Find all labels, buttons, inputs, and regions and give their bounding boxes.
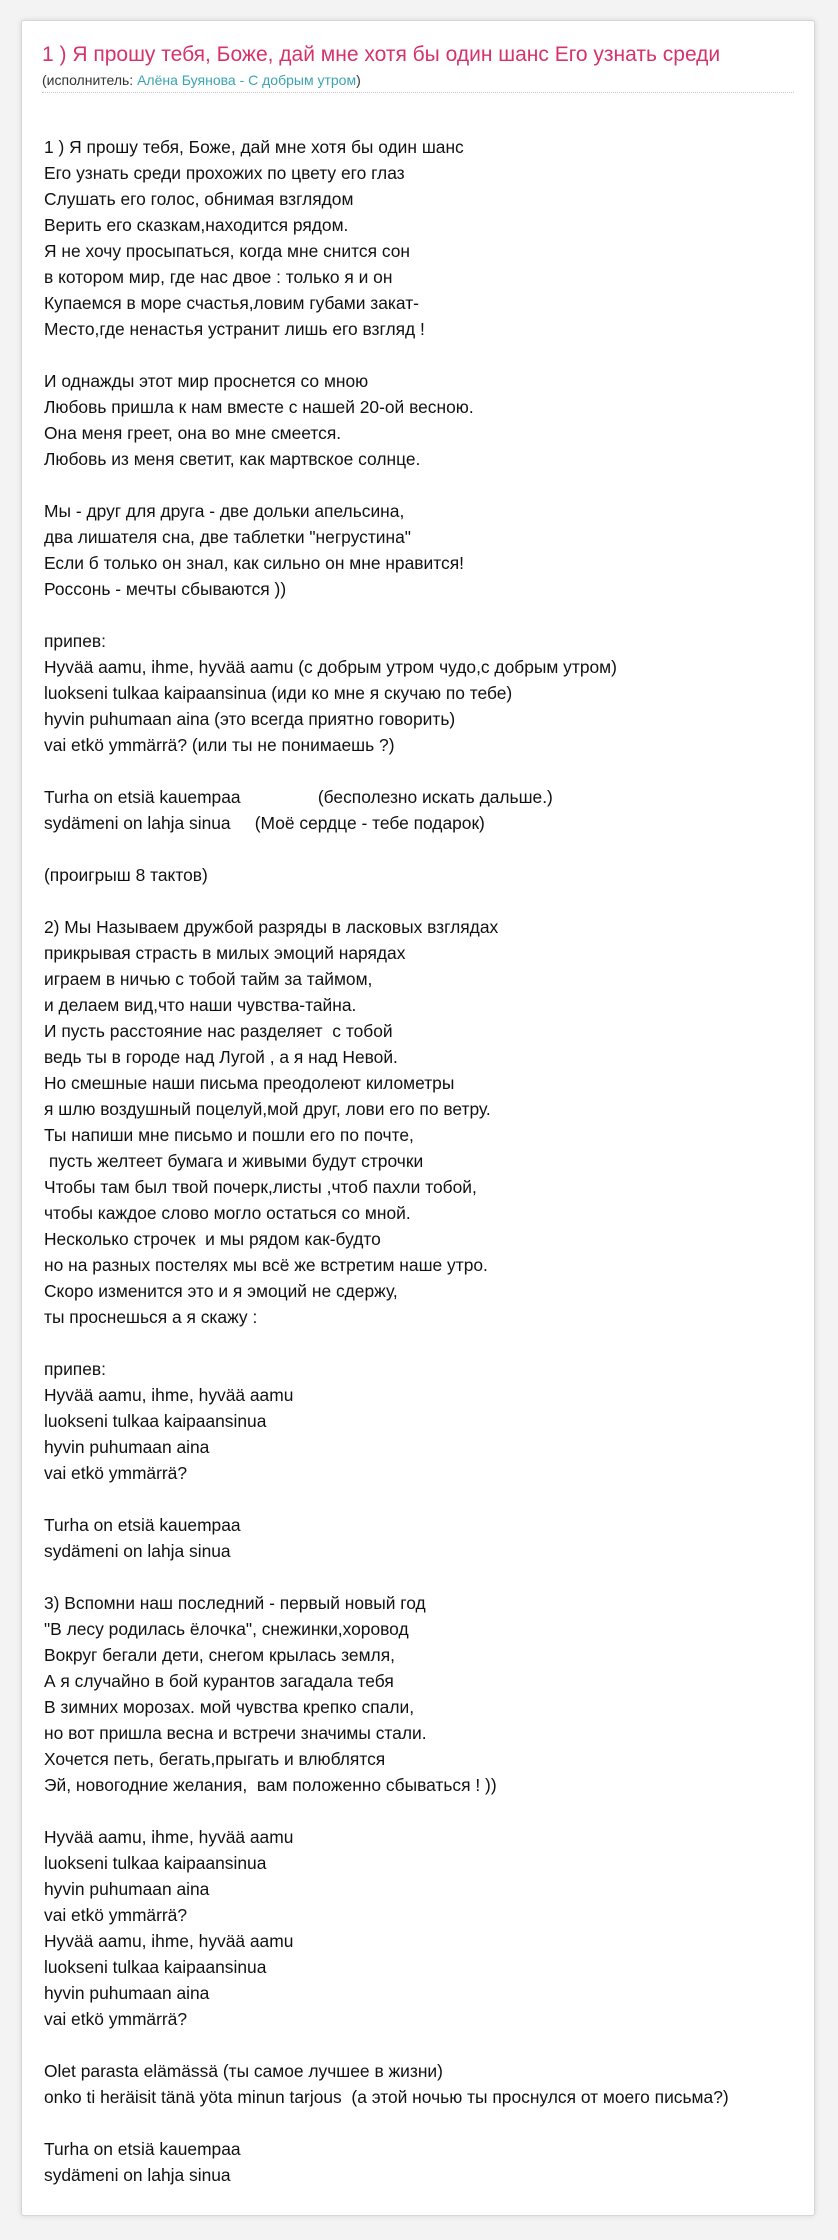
lyric-line: Hyvää aamu, ihme, hyvää aamu (с добрым утром чудо,с добрым утром) <box>44 657 617 677</box>
lyric-line: Hyvää aamu, ihme, hyvää aamu <box>44 1827 294 1847</box>
performer-label: исполнитель: <box>46 72 134 88</box>
lyric-line: В зимних морозах. мой чувства крепко спали, <box>44 1697 415 1717</box>
lyric-line: ведь ты в городе над Лугой , а я над Невой. <box>44 1047 398 1067</box>
lyric-line: (проигрыш 8 тактов) <box>44 865 208 885</box>
lyric-line: я шлю воздушный поцелуй,мой друг, лови его по ветру. <box>44 1099 491 1119</box>
lyric-line: onko ti heräisit tänä yöta minun tarjous (а этой ночью ты проснулся от моего письма?) <box>44 2087 729 2107</box>
lyric-line: Несколько строчек и мы рядом как-будто <box>44 1229 381 1249</box>
lyric-line: vai etkö ymmärrä? <box>44 1463 188 1483</box>
lyric-blank-line <box>44 1486 814 1512</box>
open-paren: ( <box>42 72 47 88</box>
artist-link[interactable]: Алёна Буянова <box>137 72 236 88</box>
lyric-blank-line <box>44 602 814 628</box>
lyric-line: И пусть расстояние нас разделяет с тобой <box>44 1021 393 1041</box>
lyric-line: luokseni tulkaa kaipaansinua (иди ко мне я скучаю по тебе) <box>44 683 513 703</box>
lyric-line: Hyvää aamu, ihme, hyvää aamu <box>44 1931 294 1951</box>
lyric-line: Эй, новогодние желания, вам положенно сбываться ! )) <box>44 1775 497 1795</box>
lyric-blank-line <box>44 888 814 914</box>
lyric-line: Turha on etsiä kauempaa <box>44 1515 241 1535</box>
lyric-line: vai etkö ymmärrä? <box>44 2009 188 2029</box>
lyric-line: sydämeni on lahja sinua (Моё сердце - тебе подарок) <box>44 813 485 833</box>
lyric-line: И однажды этот мир проснется со мною <box>44 371 369 391</box>
lyric-line: Olet parasta elämässä (ты самое лучшее в жизни) <box>44 2061 443 2081</box>
lyric-line: sydämeni on lahja sinua <box>44 1541 231 1561</box>
lyric-blank-line <box>44 342 814 368</box>
lyric-line: Слушать его голос, обнимая взглядом <box>44 189 354 209</box>
lyric-blank-line <box>44 2032 814 2058</box>
lyric-line: в котором мир, где нас двое : только я и он <box>44 267 393 287</box>
lyric-line: Скоро изменится это и я эмоций не сдержу, <box>44 1281 398 1301</box>
lyric-line: Она меня греет, она во мне смеется. <box>44 423 342 443</box>
lyric-line: hyvin puhumaan aina (это всегда приятно говорить) <box>44 709 456 729</box>
lyric-line: чтобы каждое слово могло остаться со мной. <box>44 1203 411 1223</box>
lyric-blank-line <box>44 1564 814 1590</box>
lyric-line: но вот пришла весна и встречи значимы стали. <box>44 1723 427 1743</box>
lyric-line: прикрывая страсть в милых эмоций нарядах <box>44 943 406 963</box>
lyric-line: 2) Мы Называем дружбой разряды в ласковых взглядах <box>44 917 499 937</box>
lyric-line: Turha on etsiä kauempaa (бесполезно искать дальше.) <box>44 787 553 807</box>
artist-song-separator: - <box>235 72 249 88</box>
lyric-blank-line <box>44 836 814 862</box>
lyric-blank-line <box>44 1798 814 1824</box>
lyric-line: играем в ничью с тобой тайм за таймом, <box>44 969 373 989</box>
lyric-line: и делаем вид,что наши чувства-тайна. <box>44 995 357 1015</box>
lyric-line: 1 ) Я прошу тебя, Боже, дай мне хотя бы один шанс <box>44 137 464 157</box>
lyric-line: vai etkö ymmärrä? (или ты не понимаешь ?) <box>44 735 395 755</box>
lyric-line: 3) Вспомни наш последний - первый новый год <box>44 1593 426 1613</box>
lyric-line: Hyvää aamu, ihme, hyvää aamu <box>44 1385 294 1405</box>
lyric-line: Любовь пришла к нам вместе с нашей 20-ой весною. <box>44 397 474 417</box>
lyric-line: припев: <box>44 1359 106 1379</box>
lyric-line: hyvin puhumaan aina <box>44 1983 210 2003</box>
lyric-line: luokseni tulkaa kaipaansinua <box>44 1957 267 1977</box>
performer-line <box>42 71 794 93</box>
close-paren: ) <box>356 72 361 88</box>
lyric-line: Россонь - мечты сбываются )) <box>44 579 287 599</box>
lyric-line: Вокруг бегали дети, снегом крылась земля, <box>44 1645 395 1665</box>
lyric-line: hyvin puhumaan aina <box>44 1879 210 1899</box>
lyric-blank-line <box>44 758 814 784</box>
lyric-line: Место,где ненастья устранит лишь его взгляд ! <box>44 319 425 339</box>
lyric-line: Мы - друг для друга - две дольки апельсина, <box>44 501 405 521</box>
song-header <box>42 41 794 93</box>
lyric-line: vai etkö ymmärrä? <box>44 1905 188 1925</box>
lyric-line: Если б только он знал, как сильно он мне нравится! <box>44 553 464 573</box>
lyric-line: А я случайно в бой курантов загадала тебя <box>44 1671 394 1691</box>
lyric-line: два лишателя сна, две таблетки "негрустина" <box>44 527 411 547</box>
lyric-line: hyvin puhumaan aina <box>44 1437 210 1457</box>
lyric-line: Хочется петь, бегать,прыгать и влюблятся <box>44 1749 386 1769</box>
lyric-line: luokseni tulkaa kaipaansinua <box>44 1411 267 1431</box>
lyric-line: Чтобы там был твой почерк,листы ,чтоб пахли тобой, <box>44 1177 477 1197</box>
song-title: 1 ) Я прошу тебя, Боже, дай мне хотя бы один шанс Его узнать среди <box>42 43 721 66</box>
lyric-blank-line <box>44 1330 814 1356</box>
song-link[interactable]: С добрым утром <box>248 72 357 88</box>
lyric-line: Но смешные наши письма преодолеют километры <box>44 1073 455 1093</box>
lyric-line: Купаемся в море счастья,ловим губами закат- <box>44 293 419 313</box>
lyric-line: Верить его сказкам,находится рядом. <box>44 215 349 235</box>
lyric-blank-line <box>44 2110 814 2136</box>
lyrics-text <box>44 134 814 2188</box>
lyric-line: Я не хочу просыпаться, когда мне снится сон <box>44 241 410 261</box>
lyric-blank-line <box>44 472 814 498</box>
lyric-line: sydämeni on lahja sinua <box>44 2165 231 2185</box>
lyric-line: Ты напиши мне письмо и пошли его по почте, <box>44 1125 414 1145</box>
lyric-line: "В лесу родилась ёлочка", снежинки,хоровод <box>44 1619 409 1639</box>
lyric-line: Любовь из меня светит, как мартвское солнце. <box>44 449 421 469</box>
lyric-line: ты проснешься а я скажу : <box>44 1307 258 1327</box>
lyric-line: но на разных постелях мы всё же встретим наше утро. <box>44 1255 488 1275</box>
lyric-line: Turha on etsiä kauempaa <box>44 2139 241 2159</box>
lyrics-card <box>21 20 815 2216</box>
lyric-line: припев: <box>44 631 106 651</box>
lyric-line: Его узнать среди прохожих по цвету его глаз <box>44 163 405 183</box>
lyric-line: пусть желтеет бумага и живыми будут строчки <box>44 1151 424 1171</box>
lyric-line: luokseni tulkaa kaipaansinua <box>44 1853 267 1873</box>
